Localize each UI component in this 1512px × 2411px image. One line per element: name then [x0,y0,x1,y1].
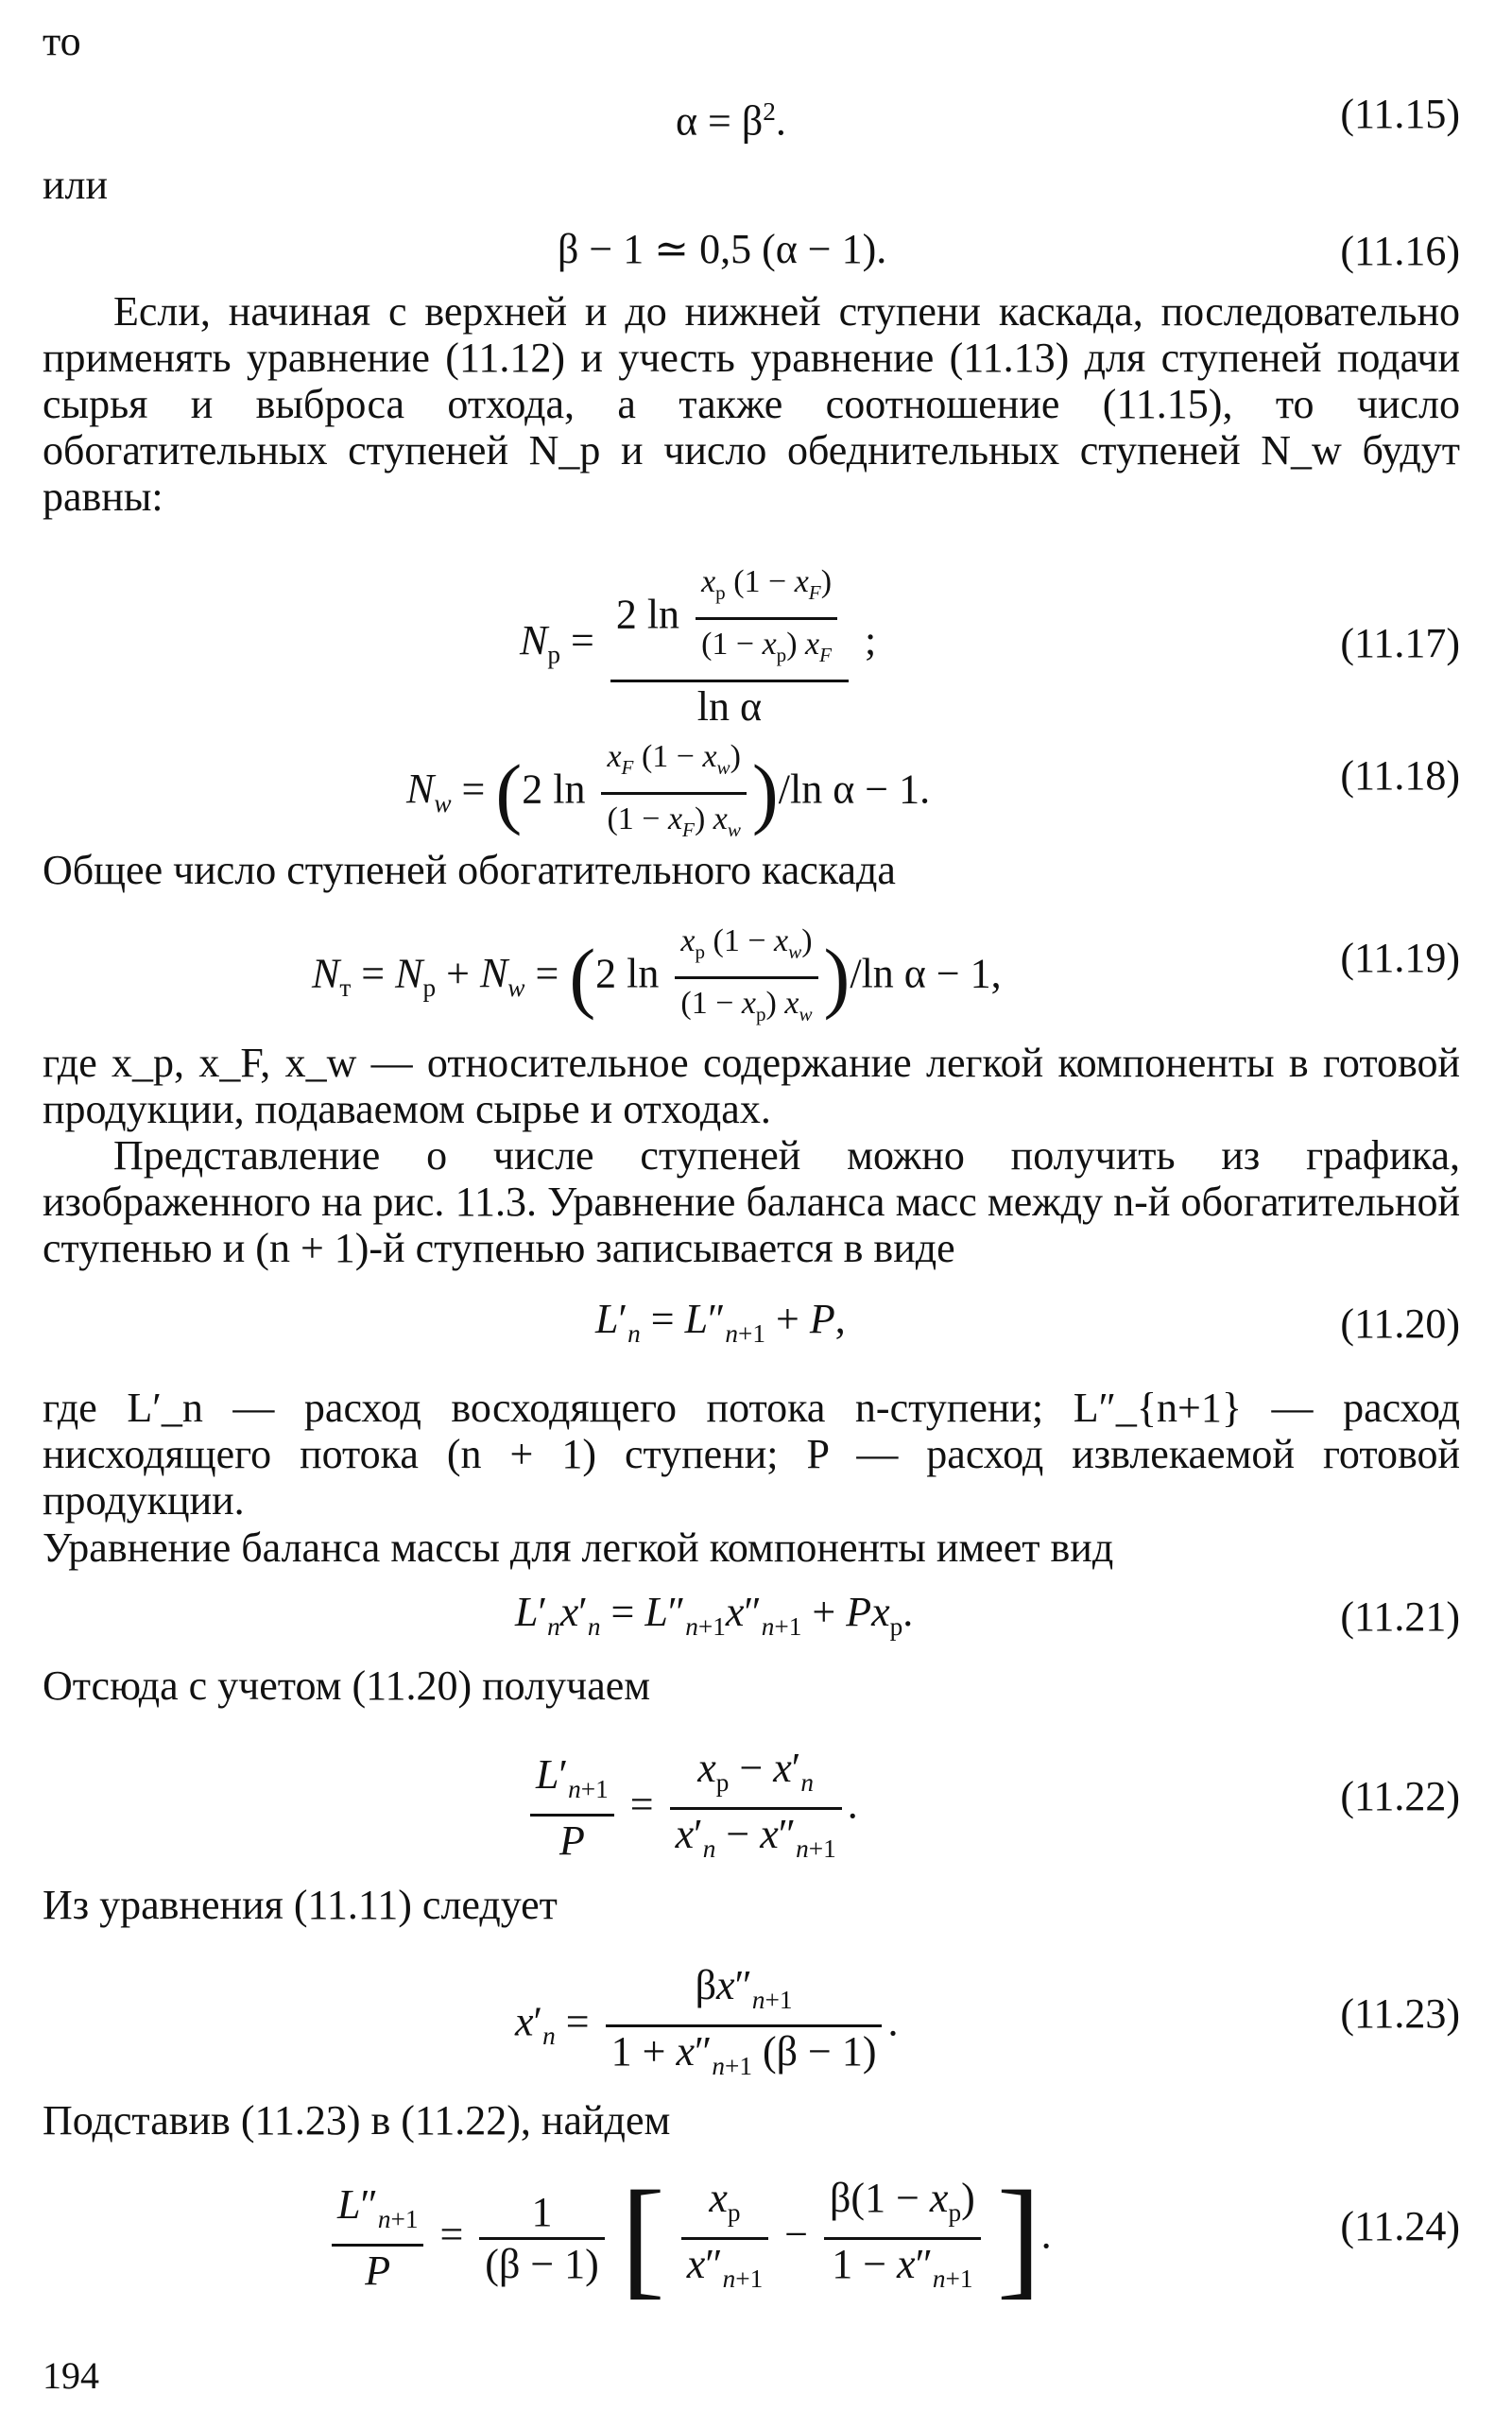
equation-label-11-24: (11.24) [1340,2203,1460,2249]
equation-label-11-16: (11.16) [1340,228,1460,274]
text-iz-uravneniya: Из уравнения (11.11) следует [43,1882,558,1928]
text-otsyuda: Отсюда с учетом (11.20) получаем [43,1662,651,1709]
equation-11-17: $N_р$ = 2 ln $\frac{x_р (1 - x_F)}{(1 - x_р) x_F}$ ln α ; [520,558,876,732]
equation-label-11-20: (11.20) [1340,1300,1460,1347]
equation-11-19: $N_т = N_р + N_w = (2$ ln $\frac{x_р (1 - x_w)}{(1 - x_р) x_w}$ )/ln α − 1, [312,917,1002,1039]
text-to: то [43,18,81,64]
equation-11-24: $\frac{L''_{n+1}}{P}$ = $\frac{1}{(\beta - 1)}$ [ $\frac{x_р}{x''_{n+1}}$ − $\frac{\beta(1 - x_р)}{1 - x''_{n+1}}$ ]. [326,2174,1052,2303]
equation-label-11-23: (11.23) [1340,1990,1460,2037]
page-number: 194 [43,2354,99,2397]
text-uravnenie-balansa: Уравнение баланса массы для легкой компоненты имеет вид [43,1524,1114,1571]
equation-label-11-17: (11.17) [1340,620,1460,666]
text-obshchee: Общее число ступеней обогатительного каскада [43,847,896,893]
equation-11-20: $L'_n = L''_{n+1} + P$, [595,1296,846,1348]
equation-11-22: $\frac{L'_{n+1}}{P}$ = $\frac{x_р - x'_n}{x'_n - x''_{n+1}}$ . [524,1744,858,1873]
equation-11-18: $N_w = (2$ ln $\frac{x_F (1 - x_w)}{(1 - x_F) x_w}$ )/ln α − 1. [406,732,930,854]
paragraph-predstavlenie [43,1132,1460,1271]
equation-11-15: $\alpha = \beta^2$. [676,97,786,145]
paragraph-predstavlenie-text: Представление о числе ступеней можно получить из графика, изображенного на рис. 11.3. Уравнение баланса масс между n-й обогатительной ступенью и (n + 1)-й ступенью записывается в виде [43,1132,1460,1271]
text-ili: или [43,162,109,208]
paragraph-gde-1 [43,1040,1460,1132]
equation-label-11-19: (11.19) [1340,935,1460,981]
equation-11-21: $L'_nx'_n = L''_{n+1}x''_{n+1} + Px_р$. [515,1589,914,1641]
paragraph-gde-2 [43,1385,1460,1524]
text-podstaviv: Подставив (11.23) в (11.22), найдем [43,2097,671,2144]
equation-11-23: $x'_n$ = $\frac{\beta x''_{n+1}}{1 + x''_{n+1} (\beta - 1)}$ . [515,1962,899,2080]
paragraph-esli-text: Если, начиная с верхней и до нижней ступени каскада, последовательно применять уравнение (11.12) и учесть уравнение (11.13) для ступеней подачи сырья и выброса отхода, а также соотношение (11.15), то число обогатительных ступеней N_p и число обеднительных ступеней N_w будут равны: [43,288,1460,520]
paragraph-gde-2-text: где L′_n — расход восходящего потока n-ступени; L″_{n+1} — расход нисходящего потока (n + 1) ступени; P — расход извлекаемой готовой продукции. [43,1385,1460,1524]
paragraph-esli [43,288,1460,520]
paragraph-gde-1-text: где x_p, x_F, x_w — относительное содержание легкой компоненты в готовой продукции, подаваемом сырье и отходах. [43,1040,1460,1132]
equation-label-11-21: (11.21) [1340,1593,1460,1640]
equation-11-16: β − 1 ≃ 0,5 (α − 1). [558,226,887,272]
equation-label-11-22: (11.22) [1340,1773,1460,1819]
equation-label-11-18: (11.18) [1340,752,1460,799]
equation-label-11-15: (11.15) [1340,91,1460,137]
